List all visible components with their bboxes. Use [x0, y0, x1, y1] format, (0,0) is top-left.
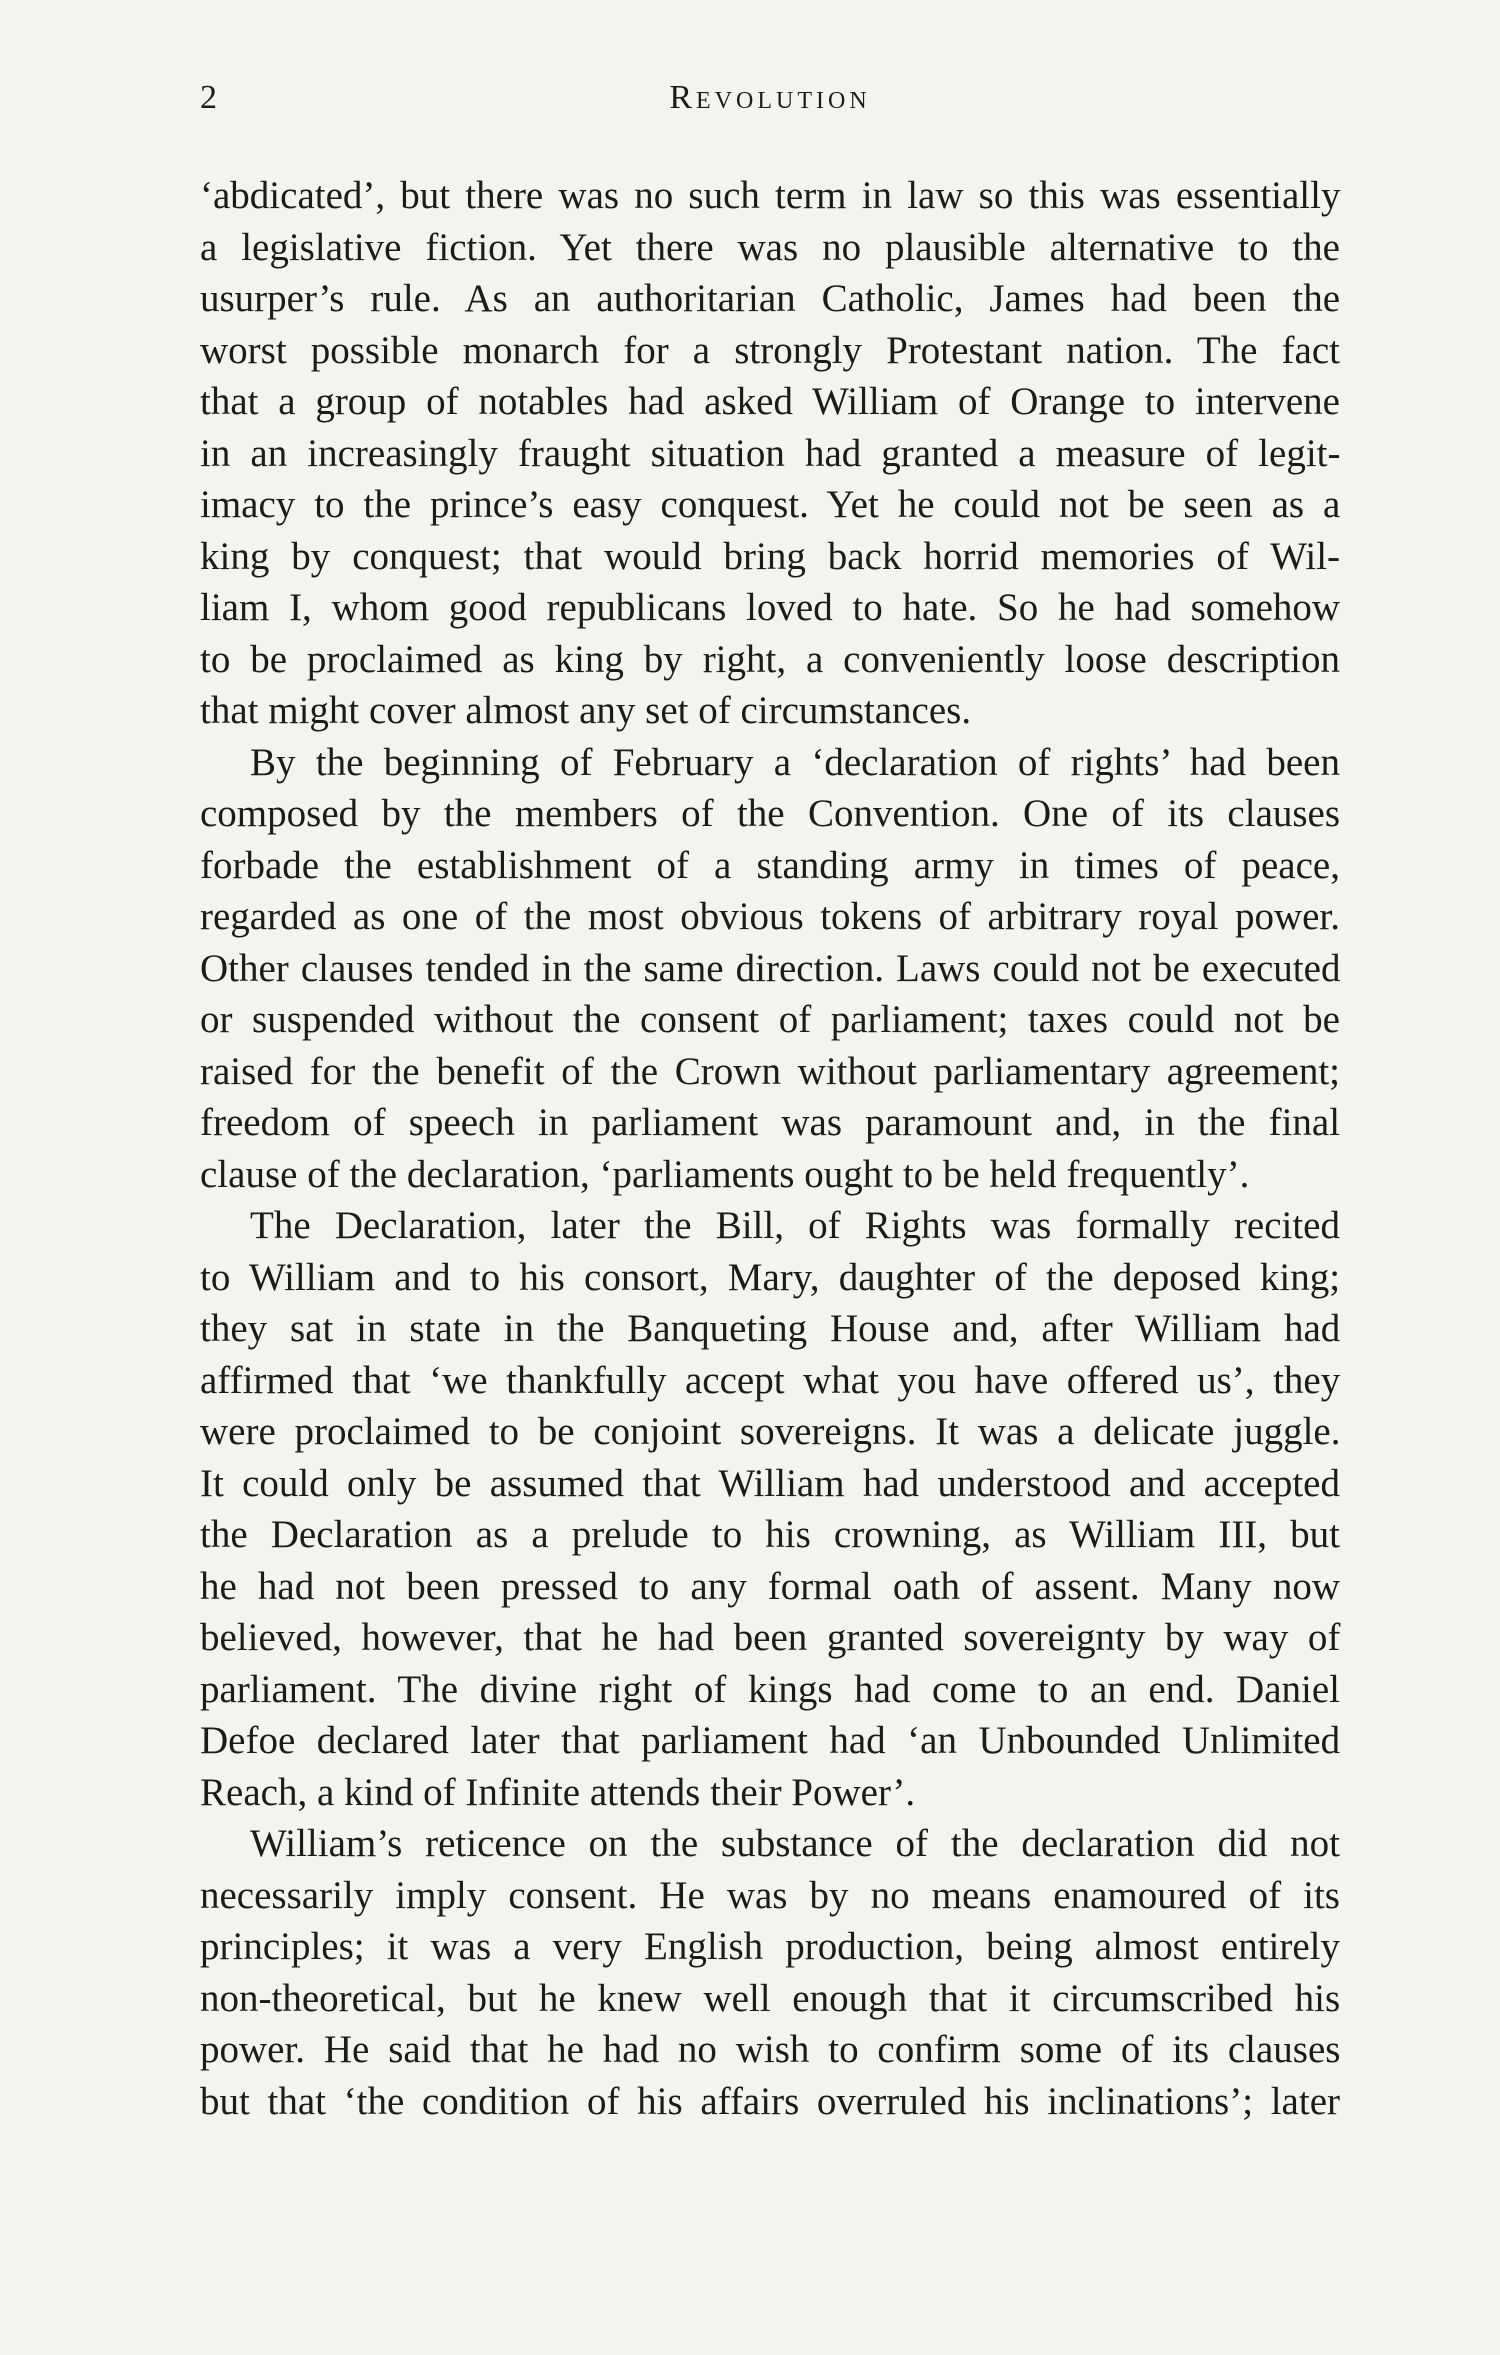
text-line: William’s reticence on the substance of the declaration did not: [250, 1822, 1341, 1865]
page-number: 2: [200, 79, 217, 116]
body-text: [200, 170, 1340, 2127]
text-line: to William and to his consort, Mary, daughter of the deposed king;: [200, 1255, 1341, 1299]
text-line: or suspended without the consent of parliament; taxes could not be: [200, 998, 1340, 1041]
text-line: principles; it was a very English production, being almost entirely: [200, 1925, 1340, 1968]
text-line: they sat in state in the Banqueting House and, after William had: [200, 1307, 1341, 1350]
text-line: worst possible monarch for a strongly Protestant nation. The fact: [200, 328, 1340, 372]
text-line: clause of the declaration, ‘parliaments ought to be held frequently’.: [200, 1152, 1250, 1196]
text-line: in an increasingly fraught situation had granted a measure of legit-: [200, 431, 1341, 475]
text-line: a legislative fiction. Yet there was no plausible alternative to the: [200, 225, 1340, 269]
text-line: Defoe declared later that parliament had ‘an Unbounded Unlimited: [200, 1719, 1341, 1762]
text-line: parliament. The divine right of kings had come to an end. Daniel: [200, 1667, 1340, 1711]
text-line: It could only be assumed that William had understood and accepted: [200, 1461, 1340, 1505]
text-line: non-theoretical, but he knew well enough that it circumscribed his: [200, 1976, 1341, 2020]
text-line: The Declaration, later the Bill, of Rights was formally recited: [250, 1204, 1340, 1247]
text-line: believed, however, that he had been granted sovereignty by way of: [200, 1616, 1341, 1659]
text-line: the Declaration as a prelude to his crowning, as William III, but: [200, 1513, 1340, 1556]
text-line: By the beginning of February a ‘declaration of rights’ had been: [250, 740, 1340, 784]
text-line: necessarily imply consent. He was by no means enamoured of its: [200, 1873, 1340, 1917]
text-line: that a group of notables had asked William of Orange to intervene: [200, 380, 1340, 423]
running-title: Revolution: [669, 79, 871, 116]
paragraph-4: [200, 1818, 1340, 2127]
text-line: raised for the benefit of the Crown without parliamentary agreement;: [200, 1049, 1340, 1093]
text-line: affirmed that ‘we thankfully accept what you have offered us’, they: [200, 1358, 1341, 1402]
text-line: liam I, whom good republicans loved to hate. So he had somehow: [200, 586, 1341, 629]
text-line: to be proclaimed as king by right, a conveniently loose description: [200, 637, 1340, 681]
text-line: usurper’s rule. As an authoritarian Catholic, James had been the: [200, 277, 1340, 320]
text-line: but that ‘the condition of his affairs overruled his inclinations’; later: [200, 2079, 1340, 2123]
paragraph-1: [200, 170, 1340, 737]
text-line: were proclaimed to be conjoint sovereigns. It was a delicate juggle.: [200, 1410, 1341, 1453]
text-line: imacy to the prince’s easy conquest. Yet he could not be seen as a: [200, 483, 1341, 526]
running-head: [200, 78, 1340, 128]
paragraph-2: [200, 737, 1340, 1201]
paragraph-3: [200, 1200, 1340, 1818]
text-line: ‘abdicated’, but there was no such term in law so this was essentially: [200, 174, 1341, 217]
text-line: regarded as one of the most obvious tokens of arbitrary royal power.: [200, 895, 1340, 938]
text-line: that might cover almost any set of circumstances.: [200, 689, 972, 732]
text-line: he had not been pressed to any formal oath of assent. Many now: [200, 1564, 1340, 1608]
text-line: Reach, a kind of Infinite attends their Power’.: [200, 1770, 916, 1814]
text-line: composed by the members of the Convention. One of its clauses: [200, 792, 1341, 835]
text-line: king by conquest; that would bring back horrid memories of Wil-: [200, 534, 1341, 578]
text-line: Other clauses tended in the same direction. Laws could not be executed: [200, 946, 1341, 990]
text-line: power. He said that he had no wish to confirm some of its clauses: [200, 2028, 1341, 2071]
text-line: forbade the establishment of a standing army in times of peace,: [200, 843, 1340, 887]
text-line: freedom of speech in parliament was paramount and, in the final: [200, 1101, 1341, 1144]
